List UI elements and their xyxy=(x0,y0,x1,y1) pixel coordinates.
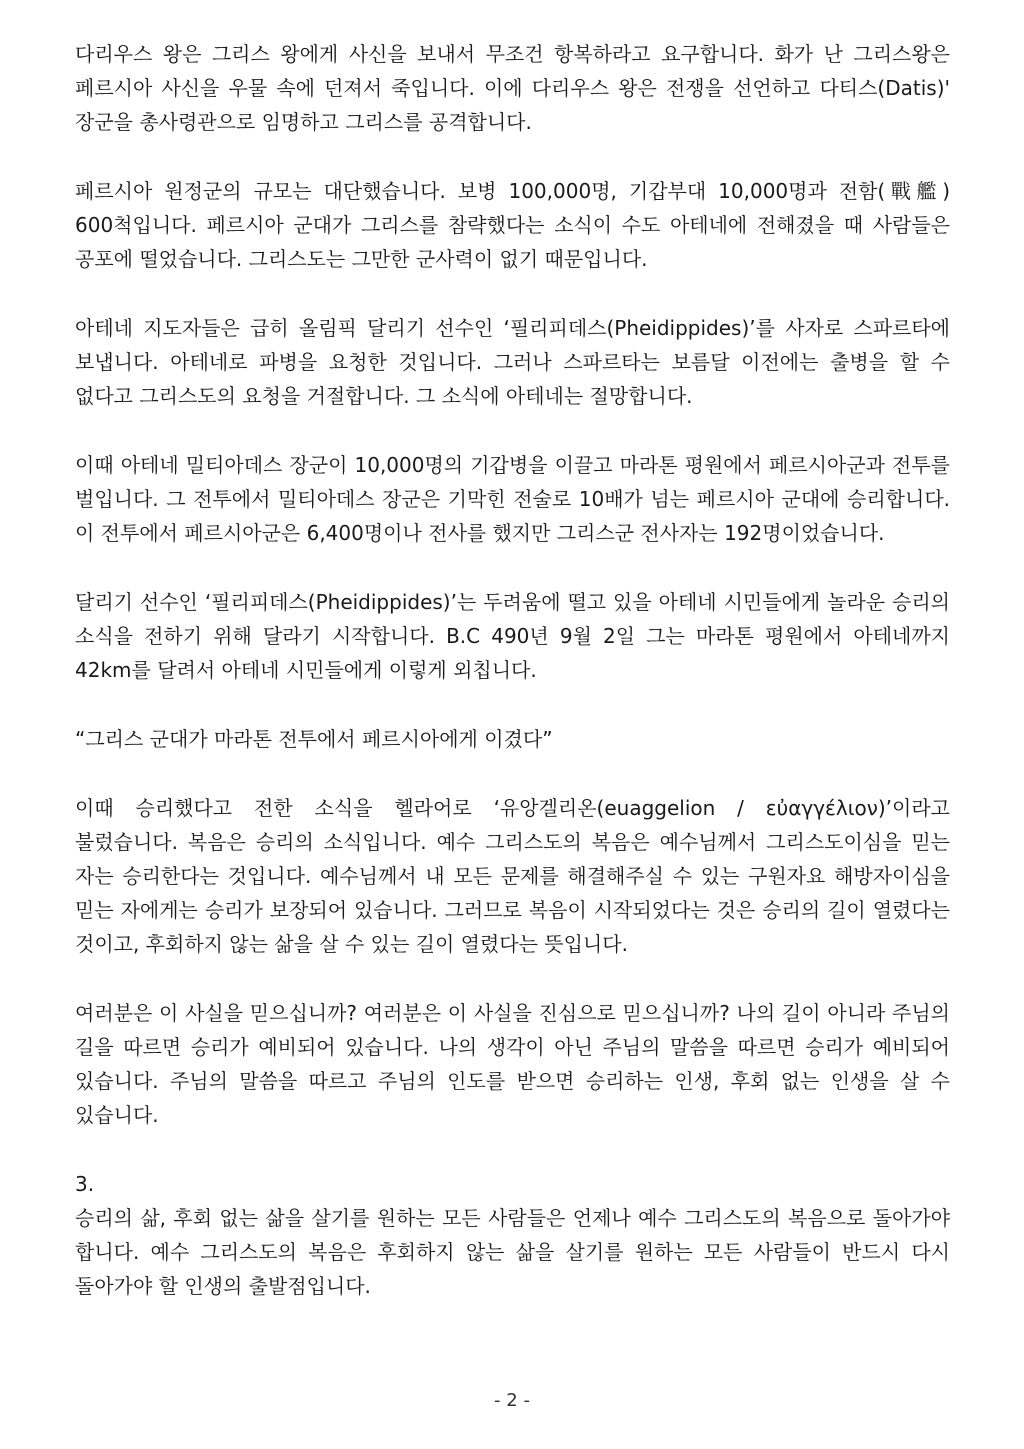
section-number: 3. xyxy=(75,1172,95,1196)
paragraph-believe: 여러분은 이 사실을 믿으십니까? 여러분은 이 사실을 진심으로 믿으십니까? 나의 길이 아니라 주님의 길을 따르면 승리가 예비되어 있습니다. 나의 생각이 아닌 주님의 말씀을 따르면 승리가 예비되어 있습니다. 주님의 말씀을 따르고 주님의 인도를 받으면 승리하는 인생, 후회 없는 인생을 살 수 있습니다. xyxy=(75,1001,950,1127)
document-body xyxy=(75,37,950,1303)
paragraph-pheidippides-run: 달리기 선수인 ‘필리피데스(Pheidippides)’는 두려움에 떨고 있을 아테네 시민들에게 놀라운 승리의 소식을 전하기 위해 달라기 시작합니다. B.C 490년 9월 2일 그는 마라톤 평원에서 아테네까지 42km를 달려서 아테네 시민들에게 이렇게 외칩니다. xyxy=(75,590,950,682)
paragraph-marathon-battle: 이때 아테네 밀티아데스 장군이 10,000명의 기갑병을 이끌고 마라톤 평원에서 페르시아군과 전투를 벌입니다. 그 전투에서 밀티아데스 장군은 기막힌 전술로 10배가 넘는 페르시아 군대에 승리합니다. 이 전투에서 페르시아군은 6,400명이나 전사를 했지만 그리스군 전사자는 192명이었습니다. xyxy=(75,453,950,545)
paragraph-pheidippides-sparta: 아테네 지도자들은 급히 올림픽 달리기 선수인 ‘필리피데스(Pheidippides)’를 사자로 스파르타에 보냅니다. 아테네로 파병을 요청한 것입니다. 그러나 스파르타는 보름달 이전에는 출병을 할 수 없다고 그리스도의 요청을 거절합니다. 그 소식에 아테네는 절망합니다. xyxy=(75,316,950,408)
section-text: 승리의 삶, 후회 없는 삶을 살기를 원하는 모든 사람들은 언제나 예수 그리스도의 복음으로 돌아가야 합니다. 예수 그리스도의 복음은 후회하지 않는 삶을 살기를 원하는 모든 사람들이 반드시 다시 돌아가야 할 인생의 출발점입니다. xyxy=(75,1206,950,1298)
paragraph-persian-army: 페르시아 원정군의 규모는 대단했습니다. 보병 100,000명, 기갑부대 10,000명과 전함(戰艦) 600척입니다. 페르시아 군대가 그리스를 참략했다는 소식이 수도 아테네에 전해졌을 때 사람들은 공포에 떨었습니다. 그리스도는 그만한 군사력이 없기 때문입니다. xyxy=(75,179,950,271)
paragraph-darius-demand: 다리우스 왕은 그리스 왕에게 사신을 보내서 무조건 항복하라고 요구합니다. 화가 난 그리스왕은 페르시아 사신을 우물 속에 던져서 죽입니다. 이에 다리우스 왕은 전쟁을 선언하고 다티스(Datis)' 장군을 총사령관으로 임명하고 그리스를 공격합니다. xyxy=(75,42,950,134)
paragraph-quote: “그리스 군대가 마라톤 전투에서 페르시아에게 이겼다” xyxy=(75,727,553,751)
page-number: - 2 - xyxy=(494,1390,530,1411)
paragraph-euaggelion: 이때 승리했다고 전한 소식을 헬라어로 ‘유앙겔리온(euaggelion / εὐαγγέλιον)’이라고 불렀습니다. 복음은 승리의 소식입니다. 예수 그리스도의 복음은 예수님께서 그리스도이심을 믿는 자는 승리한다는 것입니다. 예수님께서 내 모든 문제를 해결해주실 수 있는 구원자요 해방자이심을 믿는 자에게는 승리가 보장되어 있습니다. 그러므로 복음이 시작되었다는 것은 승리의 길이 열렸다는 것이고, 후회하지 않는 삶을 살 수 있는 길이 열렸다는 뜻입니다. xyxy=(75,796,950,956)
